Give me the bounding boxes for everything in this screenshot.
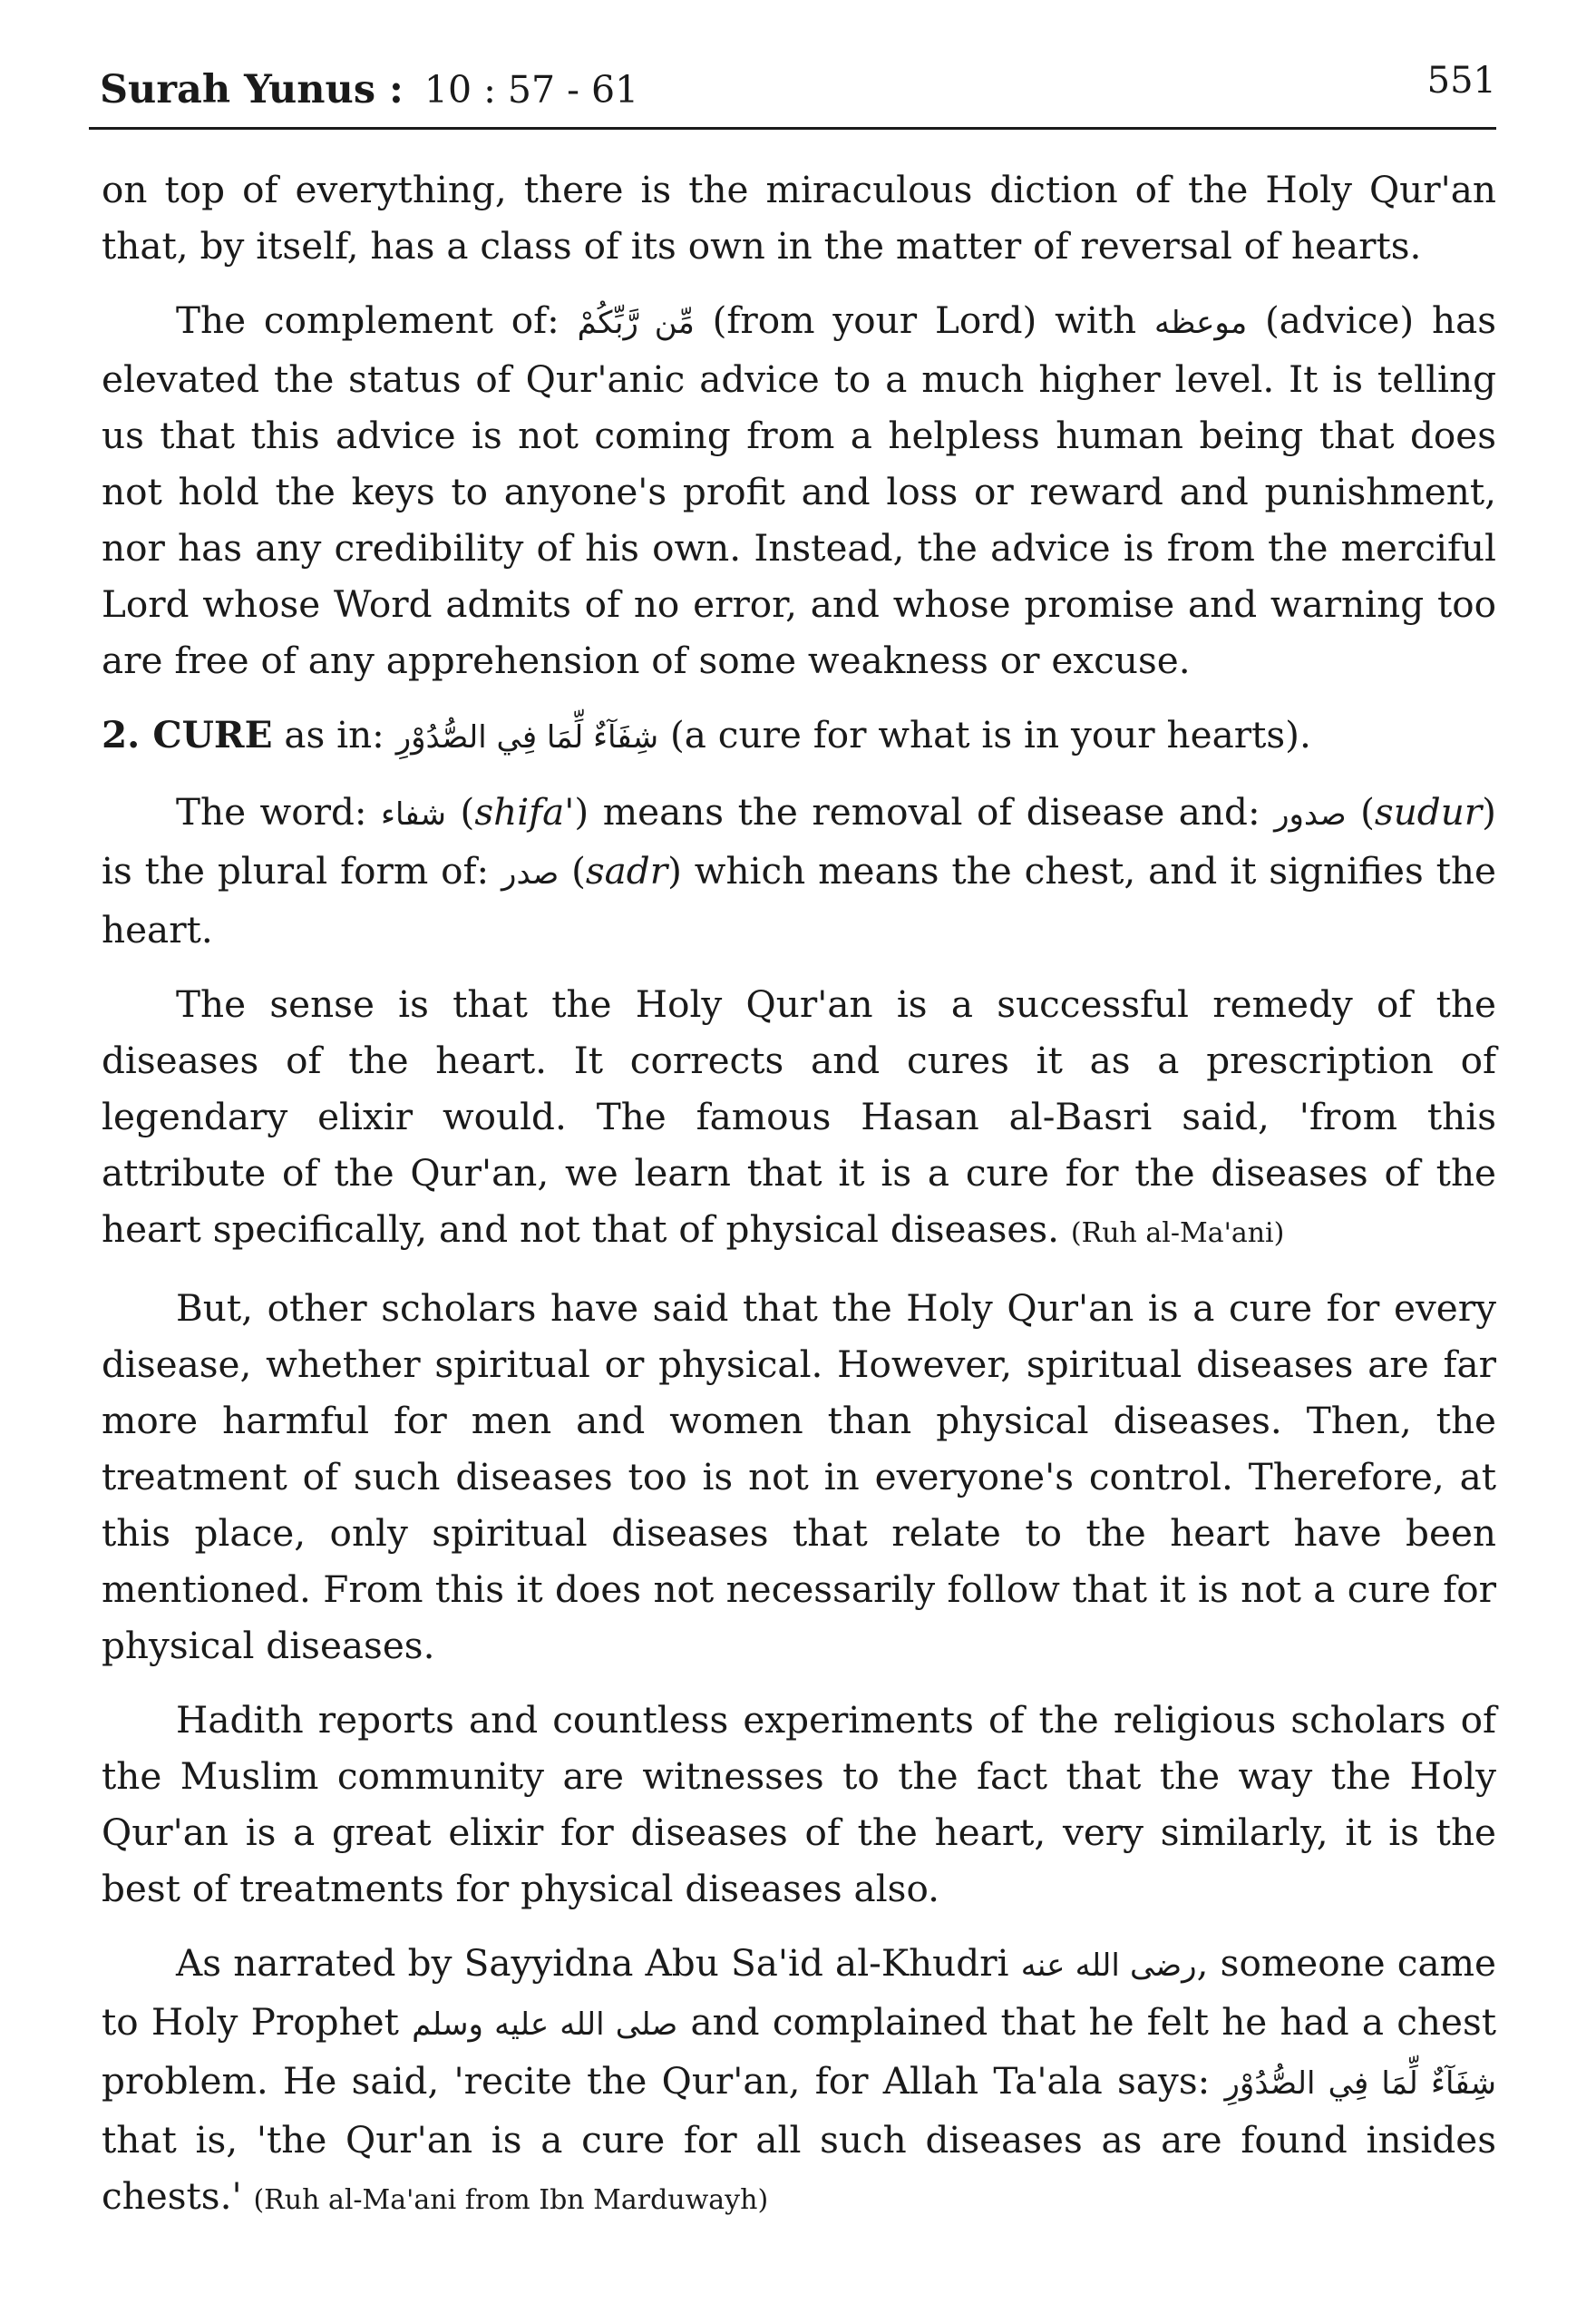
section-heading-cure: 2. CURE (102, 713, 273, 756)
paragraph-8 (102, 1935, 1496, 2229)
running-header (100, 60, 1496, 125)
arabic-cure-verse: شِفَآءٌ لِّمَا فِي الصُّدُوْرِ (395, 719, 659, 756)
arabic-salawat: صلى الله عليه وسلم (412, 2006, 678, 2043)
p4-text-c: is the plural form of: (102, 849, 502, 893)
arabic-advice: موعظه (1153, 305, 1248, 341)
reference-ruh-al-maani: (Ruh al-Ma'ani) (1070, 1217, 1285, 1249)
arabic-from-your-lord: مِّن رَّبِّكُمْ (577, 305, 695, 341)
paragraph-5 (102, 976, 1496, 1262)
p8-text-b: , someone came to Holy Prophet (102, 1941, 1497, 2044)
p2-text-c: (advice) has elevated the status of Qur'anic advice to a much higher level. It is telling us that this advice is not coming from a helpless human being that does not hold the keys to anyone's profit and loss or reward and punishment, nor has any credibility of his own. Instead, the advice is from the merciful Lord whose Word admits of no error, and whose promise and warning too are free of any apprehension of some weakness or excuse. (102, 298, 1496, 682)
arabic-sudur: صدور (1274, 796, 1347, 833)
translit-sudur: sudur (1374, 790, 1483, 834)
paragraph-2 (102, 292, 1496, 688)
page-number: 551 (1426, 60, 1496, 102)
arabic-cure-verse-2: شِفَآءٌ لِّمَا فِي الصُّدُوْرِ (1224, 2065, 1497, 2102)
paragraph-7: Hadith reports and countless experiments of the religious scholars of the Muslim community are witnesses to the fact that the way the Holy Qur'an is a great elixir for diseases of the heart, very similarly, it is the best of treatments for physical diseases also. (102, 1698, 1496, 1910)
translit-shifa: shifa' (474, 790, 575, 834)
paragraph-1: on top of everything, there is the miraculous diction of the Holy Qur'an that, by itself, has a class of its own in the matter of reversal of hearts. (102, 168, 1496, 268)
arabic-shifa: شفاء (381, 796, 447, 833)
p8-text-d: that is, 'the Qur'an is a cure for all such diseases as are found insides chests.' (102, 2118, 1496, 2218)
paragraph-4: The word: شفاء (shifa') means the removal of disease and: صدور (sudur) is the plural form of: صدر (sadr) which means the chest, and it signifies the heart. (102, 790, 1496, 952)
arabic-sadr: صدر (501, 855, 560, 892)
p2-text-b: (from your Lord) with (694, 298, 1154, 342)
p8-text-a: As narrated by Sayyidna Abu Sa'id al-Khudri (176, 1941, 1021, 1985)
p4-text-a: The word: (176, 790, 381, 834)
reference-ibn-marduwayh: (Ruh al-Ma'ani from Ibn Marduwayh) (253, 2184, 769, 2216)
p4-text-b: means the removal of disease and: (589, 790, 1275, 834)
translit-sadr: sadr (585, 849, 668, 893)
header-rule (89, 127, 1496, 130)
p3-text-a: as in: (272, 713, 396, 756)
verse-range: 10 : 57 - 61 (423, 68, 639, 112)
arabic-radiallahu-anhu: رضى الله عنه (1020, 1947, 1197, 1984)
p8-text-c: and complained that he felt he had a chest problem. He said, 'recite the Qur'an, for Allah Ta'ala says: (102, 2000, 1497, 2103)
p5-text: The sense is that the Holy Qur'an is a successful remedy of the diseases of the heart. It corrects and cures it as a prescription of legendary elixir would. The famous Hasan al-Basri said, 'from this attribute of the Qur'an, we learn that it is a cure for the diseases of the heart specifically, and not that of physical diseases. (102, 982, 1496, 1251)
surah-title: Surah Yunus : (100, 67, 404, 112)
paragraph-cure-heading (102, 707, 1496, 766)
paragraph-6: But, other scholars have said that the Holy Qur'an is a cure for every disease, whether spiritual or physical. However, spiritual diseases are far more harmful for men and women than physical diseases. Then, the treatment of such diseases too is not in everyone's control. Therefore, at this place, only spiritual diseases that relate to the heart have been mentioned. From this it does not necessarily follow that it is not a cure for physical diseases. (102, 1286, 1496, 1667)
main-text (102, 161, 1496, 2229)
p2-text-a: The complement of: (176, 298, 578, 342)
p4-text-d: which means the chest, and it signifies the heart. (102, 849, 1496, 952)
running-title (100, 67, 638, 112)
p3-text-b: (a cure for what is in your hearts). (658, 713, 1311, 756)
